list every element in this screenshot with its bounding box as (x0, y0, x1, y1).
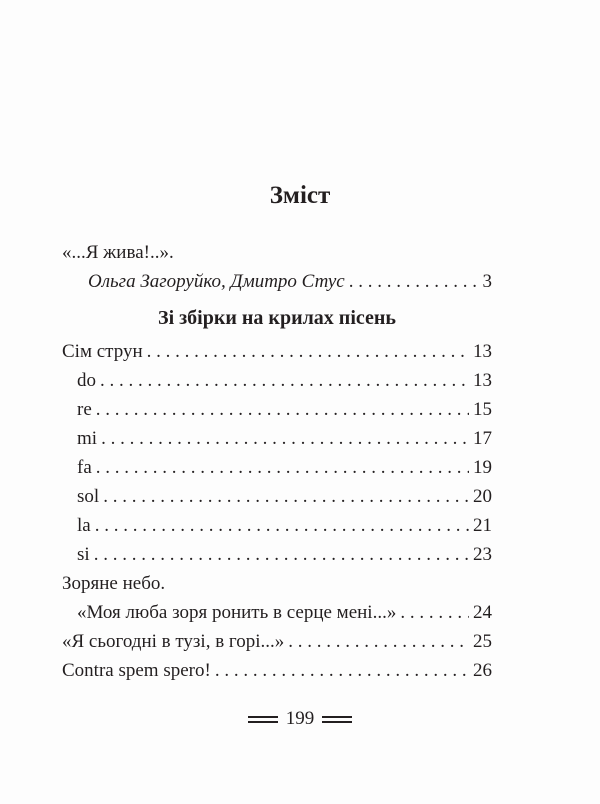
toc-entry (62, 656, 492, 685)
ornament-left-icon (248, 716, 278, 723)
dot-leader (94, 540, 469, 569)
dot-leader (100, 366, 469, 395)
entry-page: 24 (473, 602, 492, 623)
entry-page: 26 (473, 660, 492, 681)
entry-title: la (77, 515, 91, 536)
section-heading (62, 296, 492, 340)
entry-title: «Я сьогодні в тузі, в горі...» (62, 631, 285, 652)
entry-page: 20 (473, 486, 492, 507)
toc-entry (62, 511, 492, 540)
entry-page: 3 (482, 271, 492, 292)
dot-leader (215, 656, 469, 685)
entry-page: 19 (473, 457, 492, 478)
toc-entry (62, 238, 492, 267)
dot-leader (103, 482, 469, 511)
toc-entry (62, 366, 492, 395)
toc-entry (62, 424, 492, 453)
entry-title: Ольга Загоруйко, Дмитро Стус (88, 271, 345, 292)
entry-title: fa (77, 457, 92, 478)
ornament-right-icon (322, 716, 352, 723)
entry-page: 13 (473, 370, 492, 391)
entry-title: Contra spem spero! (62, 660, 211, 681)
entry-title: mi (77, 428, 98, 449)
entry-title: si (77, 544, 90, 565)
toc-entry (62, 540, 492, 569)
entry-page: 15 (473, 399, 492, 420)
entry-page: 13 (473, 341, 492, 362)
toc-entry (62, 598, 492, 627)
dot-leader (101, 424, 469, 453)
toc-entry (62, 267, 492, 296)
entry-title: sol (77, 486, 100, 507)
entry-title: «Моя люба зоря ронить в серце мені...» (77, 602, 397, 623)
dot-leader (400, 598, 469, 627)
entry-page: 23 (473, 544, 492, 565)
dot-leader (349, 267, 479, 296)
page-number: 199 (285, 708, 315, 729)
entry-title: Сім струн (62, 341, 143, 362)
entry-title: Зоряне небо. (62, 573, 166, 594)
entry-title: «...Я жива!..». (62, 242, 174, 263)
toc-entry (62, 337, 492, 366)
dot-leader (96, 395, 469, 424)
toc-entry (62, 569, 492, 598)
toc-entry (62, 482, 492, 511)
dot-leader (96, 453, 469, 482)
page-footer (0, 708, 600, 730)
dot-leader (95, 511, 469, 540)
entry-page: 21 (473, 515, 492, 536)
entry-title: Зі збірки на крилах пісень (158, 307, 396, 329)
table-of-contents (62, 238, 492, 685)
toc-entry (62, 453, 492, 482)
dot-leader (147, 337, 469, 366)
entry-title: do (77, 370, 96, 391)
entry-title: re (77, 399, 92, 420)
page-title: Зміст (269, 182, 331, 209)
toc-entry (62, 627, 492, 656)
toc-entry (62, 395, 492, 424)
entry-page: 25 (473, 631, 492, 652)
entry-page: 17 (473, 428, 492, 449)
dot-leader (288, 627, 469, 656)
